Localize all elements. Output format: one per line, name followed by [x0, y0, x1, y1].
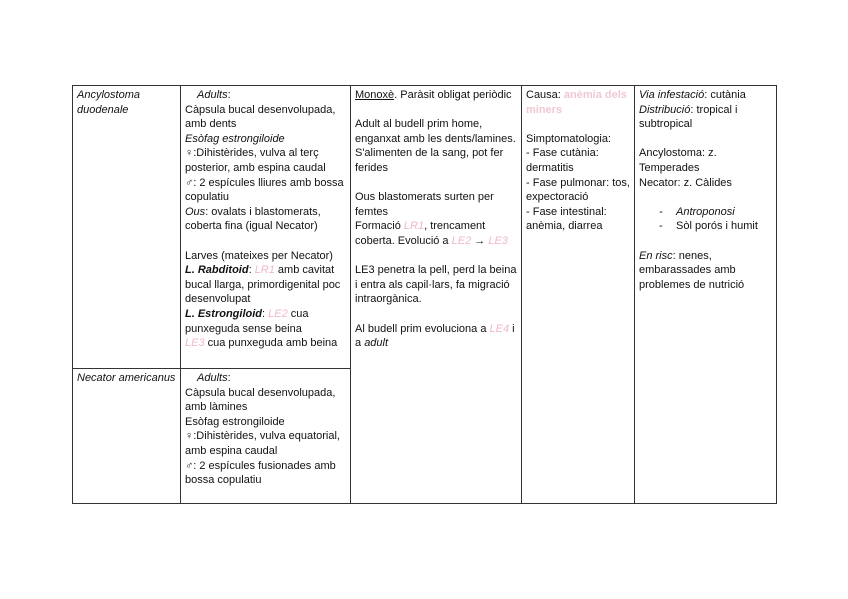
epi-list: [639, 205, 772, 234]
adults-heading: Adults:: [197, 372, 231, 384]
female-icon: ♀: [185, 147, 194, 160]
adult-location-text: Adult al budell prim home, enganxat amb les dents/lamines. S'alimenten de la sang, pot fer ferides: [355, 118, 516, 174]
spacer: [355, 307, 517, 322]
female-text: ♀:Dihistèrides, vulva equatorial, amb espina caudal: [185, 430, 340, 457]
symptom-item: - Fase cutània: dermatitis: [526, 147, 599, 174]
male-icon: ♂: [185, 459, 194, 472]
spacer: [185, 234, 346, 249]
adults-heading: Adults:: [197, 89, 231, 101]
cycle-cell: [351, 86, 522, 504]
eggs-text: Ous: ovalats i blastomerats, coberta fina (igual Necator): [185, 205, 321, 233]
spacer: [355, 249, 517, 264]
le3-penetration-text: LE3 penetra la pell, perd la beina i entra als capil·lars, fa migració intraorgànica.: [355, 264, 517, 306]
monoxe-text: Monoxè. Paràsit obligat periòdic: [355, 89, 512, 101]
capsule-text: Càpsula bucal desenvolupada, amb làmines: [185, 386, 336, 414]
female-icon: ♀: [185, 430, 194, 443]
formation-text: Formació LR1, trencament coberta. Evolució a LE2 → LE3: [355, 220, 508, 247]
symptom-item: - Fase pulmonar: tos, expectoració: [526, 176, 630, 204]
infestation-route-text: Via infestació: cutània: [639, 89, 746, 101]
spacer: [639, 234, 772, 249]
spacer: [355, 103, 517, 118]
spacer: [355, 176, 517, 191]
larvae-heading: Larves (mateixes per Necator): [185, 249, 333, 262]
distribution-text: Distribució: tropical i subtropical: [639, 103, 738, 131]
epidemiology-cell: [635, 86, 777, 504]
risk-text: En risc: nenes, embarassades amb problemes de nutrició: [639, 249, 745, 291]
arrow-right-icon: →: [471, 234, 489, 247]
morphology-cell-necator: [181, 369, 351, 504]
morphology-cell-ancylostoma: [181, 86, 351, 369]
cause-text: Causa: anèmia dels miners: [526, 89, 627, 116]
esofag-text: Esòfag estrongiloide: [185, 415, 285, 428]
clinic-cell: [522, 86, 635, 504]
species-cell-ancylostoma: [73, 86, 181, 369]
list-item: - Sòl porós i humit: [659, 219, 772, 234]
male-text: ♂: 2 espícules lliures amb bossa copulatiu: [185, 176, 344, 204]
table-row: [73, 86, 777, 369]
species-name: Necator americanus: [77, 372, 176, 384]
necator-zone-text: Necator: z. Càlides: [639, 176, 732, 189]
rhabditoid-text: L. Rabditoid: LR1 amb cavitat bucal llarga, primordigenital poc desenvolupat: [185, 264, 341, 306]
strongyloid-text: L. Estrongiloid: LE2 cua punxeguda sense beina: [185, 307, 309, 335]
esofag-text: Esòfag estrongiloide: [185, 132, 285, 145]
spacer: [639, 132, 772, 147]
spacer: [526, 117, 630, 132]
male-icon: ♂: [185, 176, 194, 189]
ancylostoma-zone-text: Ancylostoma: z. Temperades: [639, 147, 717, 174]
species-name: Ancylostoma duodenale: [77, 89, 140, 116]
list-item: - Antroponosi: [659, 205, 772, 220]
capsule-text: Càpsula bucal desenvolupada, amb dents: [185, 103, 336, 131]
final-evolution-text: Al budell prim evoluciona a LE4 i a adult: [355, 322, 515, 350]
symptom-item: - Fase intestinal: anèmia, diarrea: [526, 205, 607, 233]
female-text: ♀:Dihistèrides, vulva al terç posterior, amb espina caudal: [185, 147, 326, 174]
parasite-table: [72, 85, 777, 504]
eggs-exit-text: Ous blastomerats surten per femtes: [355, 191, 494, 218]
male-text: ♂: 2 espícules fusionades amb bossa copulatiu: [185, 459, 336, 487]
species-cell-necator: [73, 369, 181, 504]
le3-text: LE3 cua punxeguda amb beina: [185, 337, 338, 350]
symptoms-heading: Simptomatologia:: [526, 132, 611, 145]
spacer: [639, 190, 772, 205]
